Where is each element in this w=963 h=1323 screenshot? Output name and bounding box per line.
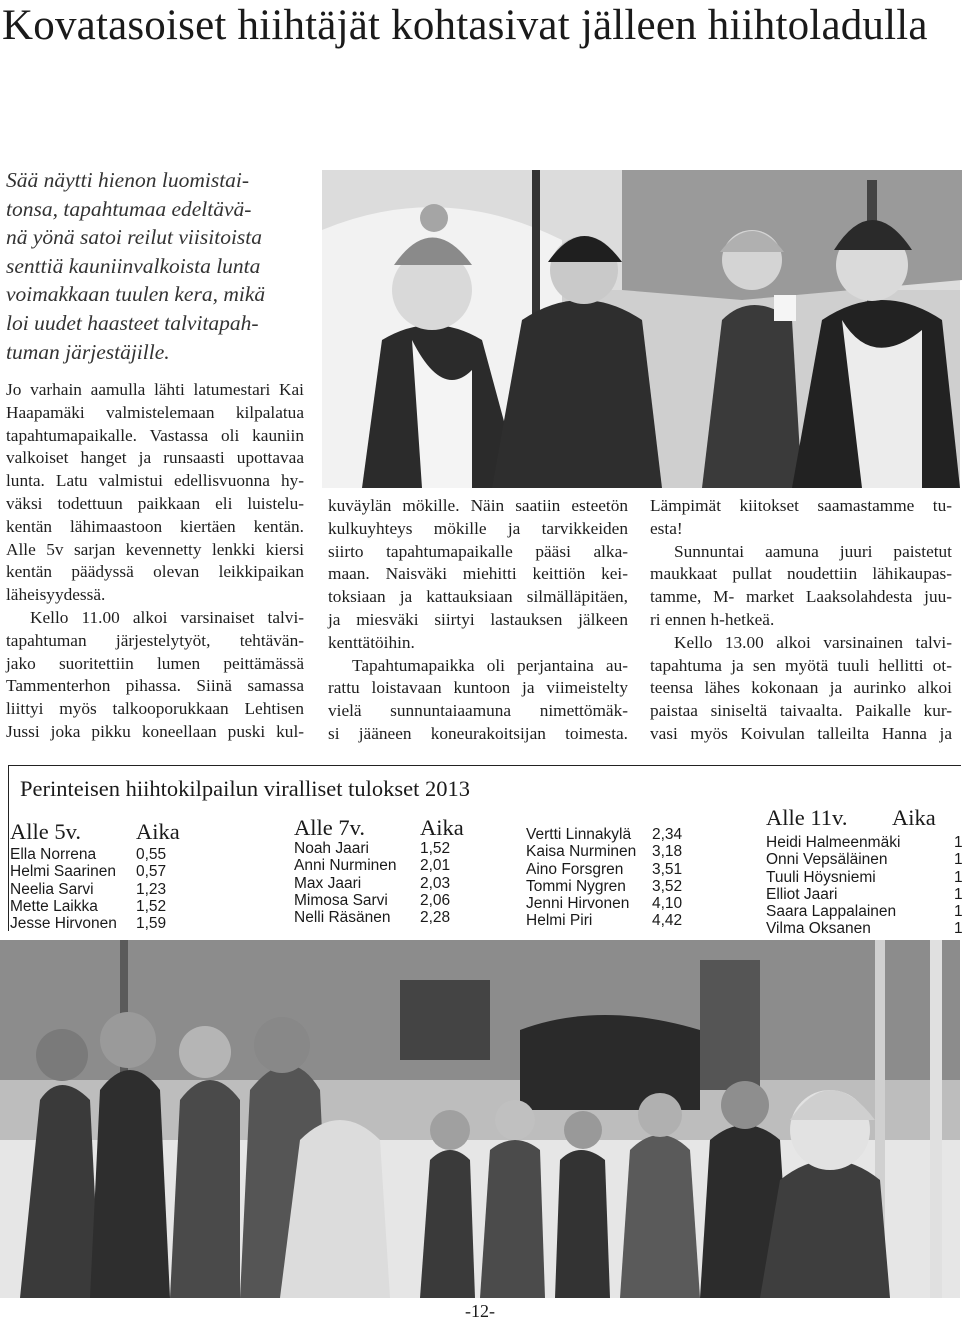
photo-children-with-medals [0, 940, 960, 1298]
time-header: Aika [892, 805, 936, 830]
group-label: Alle 7v. [294, 815, 366, 840]
body-line: kentän päädyssä olevan leikkipaikan [6, 562, 304, 582]
result-row [526, 878, 726, 895]
result-name: Vilma Oksanen [766, 920, 871, 938]
result-row [526, 912, 726, 929]
article-column-2 [328, 495, 628, 746]
result-name: Aino Forsgren [526, 860, 624, 878]
result-row [294, 875, 494, 892]
body-line: Tapahtumapaikka oli perjantaina au- [352, 655, 628, 675]
body-line: tapahtumapaikalle. Vastassa oli kauniin [6, 425, 304, 445]
body-line: toksiaan ja kattauksiaan silmälläpitäen, [328, 587, 628, 607]
results-group-header [766, 804, 960, 832]
result-time: 0,57 [136, 863, 167, 881]
result-name: Jenni Hirvonen [526, 895, 630, 913]
body-line: Jussi joka pikku koneellaan puski kul- [6, 721, 304, 741]
result-row [526, 895, 726, 912]
lead-line: voimakkaan tuulen kera, mikä [6, 282, 266, 307]
result-row [526, 843, 726, 860]
body-line: teensa lähes kokonaan ja aurinko alkoi [650, 678, 952, 698]
result-name: Tuuli Höysniemi [766, 868, 876, 886]
result-name: Kaisa Nurminen [526, 843, 637, 861]
result-name: Tommi Nygren [526, 877, 626, 895]
lead-line: loi uudet haasteet talvitapah- [6, 310, 259, 335]
results-group-header [294, 814, 494, 842]
result-name: Onni Vepsäläinen [766, 851, 888, 869]
result-row [294, 857, 494, 874]
result-time: 1 [954, 885, 963, 903]
result-time: 2,28 [420, 909, 451, 927]
result-time: 1 [954, 903, 963, 921]
result-row [766, 834, 963, 851]
result-time: 1,59 [136, 915, 167, 933]
result-time: 3,52 [652, 877, 683, 895]
group-label: Alle 11v. [766, 805, 848, 830]
body-line: maukkaat pullat noudettiin lähikaupas- [650, 564, 952, 584]
results-table-third [526, 826, 726, 930]
body-line: Sunnuntai aamuna juuri paistetut [674, 541, 952, 561]
body-line: ja miesväki siirtyi lastauksen jälkeen [328, 609, 628, 629]
body-line: Jo varhain aamulla lähti latumestari Kai [6, 380, 304, 399]
body-line: valkoiset hanget ja runsaasti upottavaa [6, 448, 304, 468]
result-time: 2,03 [420, 874, 451, 892]
result-time: 3,51 [652, 860, 683, 878]
body-line: siirto tapahtumapaikalle pääsi alka- [328, 541, 628, 561]
result-row [10, 863, 210, 880]
body-line: kulkuyhteys mökille ja tarvikkeiden [328, 518, 628, 538]
body-line: ri ennen h-hetkeä. [650, 609, 775, 629]
result-name: Max Jaari [294, 874, 362, 892]
result-name: Elliot Jaari [766, 885, 838, 903]
results-table-alle-7v [294, 840, 494, 926]
result-row [10, 915, 210, 932]
result-time: 1,52 [420, 840, 451, 857]
body-line: läheisyydessä. [6, 585, 106, 605]
result-name: Neelia Sarvi [10, 880, 94, 898]
body-line: jako suoritettiin lumen peittämässä [6, 653, 304, 673]
result-name: Heidi Halmeenmäki [766, 834, 901, 851]
body-line: Kello 13.00 alkoi varsinainen talvi- [674, 632, 952, 652]
body-line: tamme, M- market Laaksolahdesta juu- [650, 587, 952, 607]
result-time: 1 [954, 920, 963, 938]
result-name: Saara Lappalainen [766, 903, 897, 921]
body-line: tapahtuman järjestelytyöt, tehtävän- [6, 630, 304, 650]
body-line: vielä sunnuntaiaamuna nimettömäk- [328, 701, 628, 721]
result-time: 2,34 [652, 826, 683, 843]
body-line: väksi todettuun paikkaan eli luistelu- [6, 493, 304, 513]
result-time: 1,23 [136, 880, 167, 898]
body-line: kentän lähimaastoon kiertäen kentän. [6, 516, 304, 536]
results-table-alle-11v [766, 834, 963, 938]
lead-line: Sää näytti hienon luomistai- [6, 168, 250, 192]
result-name: Mette Laikka [10, 897, 98, 915]
result-row [766, 885, 963, 903]
time-header: Aika [420, 815, 464, 840]
result-name: Helmi Piri [526, 912, 593, 930]
result-row [766, 868, 963, 886]
body-line: kenttätöihin. [328, 632, 415, 652]
body-line: Haapamäki valmistelemaan kilpalatua [6, 402, 304, 422]
body-line: tapahtuma ja sen myötä tuuli hellitti ot- [650, 655, 952, 675]
result-name: Vertti Linnakylä [526, 826, 632, 843]
result-time: 2,01 [420, 857, 451, 875]
result-time: 1 [954, 834, 963, 851]
result-row [766, 920, 963, 938]
result-name: Anni Nurminen [294, 857, 397, 875]
body-line: esta! [650, 518, 683, 538]
body-line: si jääneen koneurakoitsijan toimesta. [328, 723, 628, 743]
result-row [294, 909, 494, 926]
lead-line: tuman järjestäjille. [6, 339, 170, 364]
result-row [526, 826, 726, 843]
result-name: Jesse Hirvonen [10, 915, 117, 933]
result-name: Helmi Saarinen [10, 863, 116, 881]
result-time: 0,55 [136, 846, 167, 863]
result-name: Noah Jaari [294, 840, 369, 857]
body-line: rattu loistavaan kuntoon ja viimeistelty [328, 678, 628, 698]
results-group-header [10, 818, 210, 846]
body-line: Lämpimät kiitokset saamastamme tu- [650, 496, 952, 515]
body-line: kuväylän mökille. Näin saatiin esteetön [328, 496, 628, 515]
photo-adults-in-snow [322, 170, 960, 488]
body-line: liittyi myös talkooporukkaan Lehtisen [6, 699, 304, 719]
article-lead [6, 166, 308, 366]
lead-line: tonsa, tapahtumaa edeltävä- [6, 196, 252, 221]
result-row [766, 851, 963, 869]
result-time: 2,06 [420, 891, 451, 909]
result-name: Mimosa Sarvi [294, 891, 388, 909]
results-title: Perinteisen hiihtokilpailun viralliset tulokset 2013 [20, 776, 470, 801]
result-time: 1,52 [136, 897, 167, 915]
article-column-3 [650, 495, 952, 746]
result-time: 4,42 [652, 912, 683, 930]
body-line: lunta. Latu valmistui edellisvuonna hy- [6, 471, 304, 491]
body-line: maan. Naisväki miehitti keittiön kei- [328, 564, 628, 584]
body-line: Kello 11.00 alkoi varsinaiset talvi- [30, 607, 304, 627]
page-number: -12- [465, 1301, 495, 1321]
group-label: Alle 5v. [10, 819, 82, 844]
result-time: 1 [954, 851, 963, 869]
results-table-alle-5v [10, 846, 210, 932]
lead-line: nä yönä satoi reilut viisitoista [6, 225, 263, 250]
result-row [10, 898, 210, 915]
result-name: Nelli Räsänen [294, 909, 391, 927]
lead-line: senttiä kauniinvalkoista lunta [6, 253, 261, 278]
article-column-1 [6, 379, 304, 744]
result-row [10, 881, 210, 898]
result-time: 4,10 [652, 895, 683, 913]
result-time: 3,18 [652, 843, 683, 861]
result-row [766, 903, 963, 921]
article-headline: Kovatasoiset hiihtäjät kohtasivat jälleen hiihtoladulla [2, 2, 928, 49]
result-name: Ella Norrena [10, 846, 97, 863]
body-line: vasi myös Koivulan talleilta Hanna ja [650, 723, 952, 743]
result-time: 1 [954, 868, 963, 886]
body-line: paistaa siniseltä taivaalta. Paikalle kur- [650, 701, 952, 721]
body-line: Alle 5v sarjan kevennetty lenkki kiersi [6, 539, 304, 559]
result-row [294, 840, 494, 857]
result-row [10, 846, 210, 863]
body-line: Tammenterhon pihassa. Siinä samassa [6, 676, 304, 696]
result-row [526, 861, 726, 878]
time-header: Aika [136, 819, 180, 844]
result-row [294, 892, 494, 909]
